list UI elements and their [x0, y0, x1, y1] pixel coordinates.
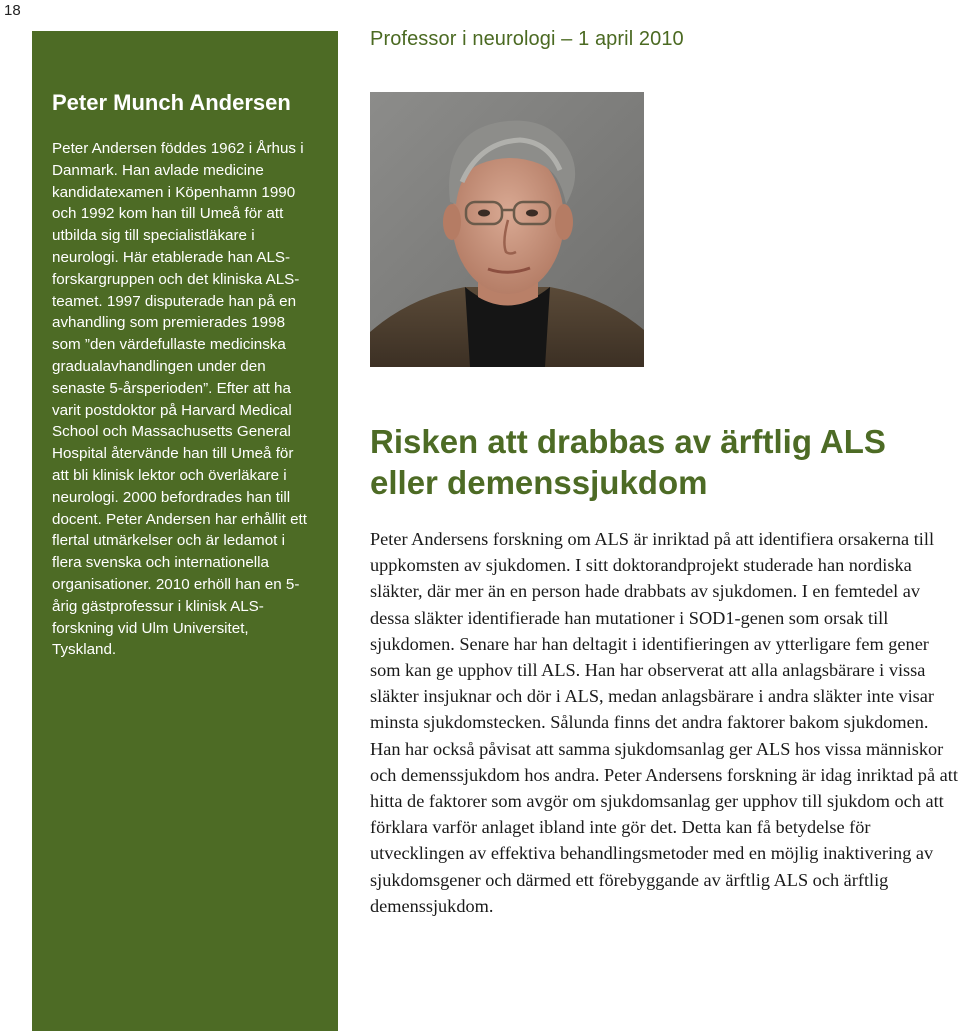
- sidebar-name-heading: Peter Munch Andersen: [52, 90, 291, 115]
- page-number: 18: [4, 2, 21, 19]
- portrait-photo: [370, 92, 644, 367]
- article-body-text: Peter Andersens forskning om ALS är inriktad på att identifiera orsakerna till uppkomsten av sjukdomen. I sitt doktorandprojekt studerade han nordiska släkter, där mer än en person hade drabbats av sjukdomen. I en femtedel av dessa släkter identifierade han mutationer i SOD1-genen som orsak till sjukdomen. Senare har han deltagit i identifieringen av ytterligare fem gener som kan ge upphov till ALS. Han har observerat att alla anlagsbärare i vissa släkter insjuknar och dör i ALS, medan anlagsbärare i andra släkter inte visar minsta sjukdomstecken. Sålunda finns det andra faktorer bakom sjukdomen. Han har också påvisat att samma sjukdomsanlag ger ALS hos vissa människor och demenssjukdom hos andra. Peter Andersens forskning är idag inriktad på att hitta de faktorer som avgör om sjukdomsanlag ger upphov till sjukdom och att förklara varför anlaget ibland inte gör det. Detta kan få betydelse för utvecklingen av effektiva behandlingsmetoder med en möjlig inaktivering av sjukdomsgener och därmed ett förebyggande av ärftlig ALS och ärftlig demenssjukdom.: [370, 529, 958, 916]
- article-headline: Risken att drabbas av ärftlig ALS eller demenssjukdom: [370, 423, 886, 501]
- sidebar-biography-text: Peter Andersen föddes 1962 i Århus i Danmark. Han avlade medicine kandidatexamen i Köpenhamn 1990 och 1992 kom han till Umeå för att utbilda sig till specialistläkare i neurologi. Här etablerade han ALS-forskargruppen och det kliniska ALS-teamet. 1997 disputerade han på en avhandling som premierades 1998 som ”den värdefullaste medicinska gradualavhandlingen under den senaste 5-årsperioden”. Efter att ha varit postdoktor på Harvard Medical School och Massachusetts General Hospital återvände han till Umeå för att bli klinisk lektor och överläkare i neurologi. 2000 befordrades han till docent. Peter Andersen har erhållit ett flertal utmärkelser och är ledamot i flera svenska och internationella organisationer. 2010 erhöll han en 5-årig gästprofessur i klinisk ALS-forskning vid Ulm Universitet, Tyskland.: [52, 140, 307, 659]
- biography-sidebar: [32, 31, 338, 1031]
- running-header: Professor i neurologi – 1 april 2010: [370, 28, 684, 50]
